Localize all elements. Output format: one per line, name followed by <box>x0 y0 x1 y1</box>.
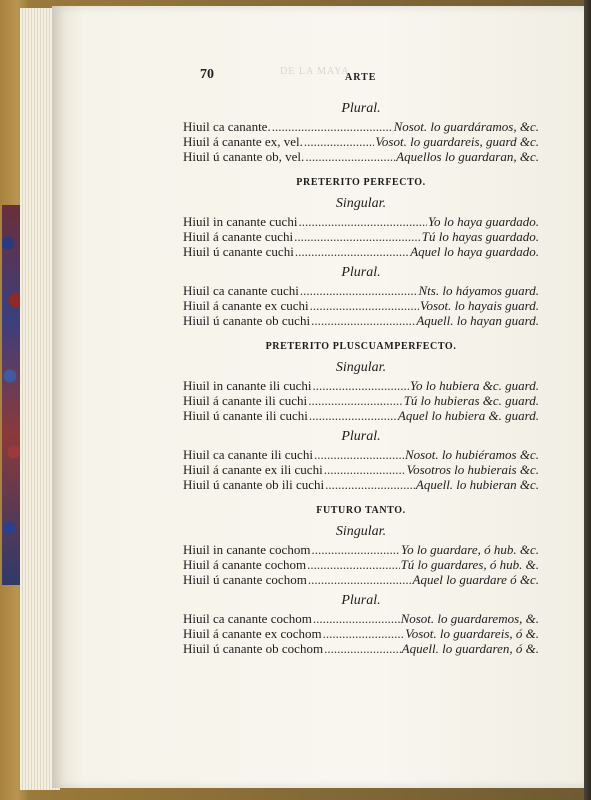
number-subhead: Plural. <box>341 101 381 116</box>
mayan-form: Hiuil á canante cochom <box>183 557 307 572</box>
running-head: ARTE <box>345 72 377 83</box>
spanish-gloss: Nosot. lo guardaremos, &. <box>400 611 539 626</box>
spanish-gloss: Vosot. lo guardareis, ó &. <box>405 626 539 641</box>
dot-leader <box>304 134 375 149</box>
conjugation-line <box>183 283 539 298</box>
spanish-gloss: Yo lo hubiera &c. guard. <box>409 378 539 393</box>
section-title: PRETERITO PLUSCUAMPERFECTO. <box>265 341 457 352</box>
mayan-form: Hiuil ú canante cochom <box>183 572 307 587</box>
spanish-gloss: Aquel lo haya guardado. <box>410 244 539 259</box>
spanish-gloss: Aquell. lo hubieran &c. <box>415 477 539 492</box>
mayan-form: Hiuil á canante ili cuchi <box>183 393 308 408</box>
mayan-form: Hiuil in canante ili cuchi <box>183 378 312 393</box>
dot-leader <box>323 626 405 641</box>
spanish-gloss: Nosot. lo guardáramos, &c. <box>393 119 539 134</box>
mayan-form: Hiuil ú canante ob cochom <box>183 641 324 656</box>
conjugation-line <box>183 298 539 313</box>
spanish-gloss: Aquellos lo guardaran, &c. <box>396 149 539 164</box>
conjugation-line <box>183 572 539 587</box>
dot-leader <box>313 611 400 626</box>
dot-leader <box>308 572 412 587</box>
spanish-gloss: Aquel lo guardare ó &c. <box>412 572 539 587</box>
dot-leader <box>310 298 419 313</box>
dot-leader <box>324 641 401 656</box>
mayan-form: Hiuil ú canante cuchi <box>183 244 294 259</box>
conjugation-line <box>183 229 539 244</box>
mayan-form: Hiuil in canante cochom <box>183 542 311 557</box>
spanish-gloss: Vosot. lo hayais guard. <box>419 298 539 313</box>
spanish-gloss: Tú lo hayas guardado. <box>421 229 539 244</box>
mayan-form: Hiuil in canante cuchi <box>183 214 298 229</box>
number-subhead: Singular. <box>335 360 387 375</box>
dot-leader <box>311 542 400 557</box>
number-subhead: Singular. <box>335 524 387 539</box>
number-subhead: Plural. <box>341 265 381 280</box>
conjugation-line <box>183 119 539 134</box>
conjugation-line <box>183 641 539 656</box>
dot-leader <box>313 378 409 393</box>
conjugation-line <box>183 557 539 572</box>
conjugation-line <box>183 447 539 462</box>
section-title: PRETERITO PERFECTO. <box>296 177 426 188</box>
dot-leader <box>324 462 406 477</box>
mayan-form: Hiuil ú canante ili cuchi <box>183 408 308 423</box>
mayan-form: Hiuil á canante cuchi <box>183 229 294 244</box>
marbled-endpaper <box>2 205 22 585</box>
spanish-gloss: Yo lo guardare, ó hub. &c. <box>401 542 539 557</box>
page-right-shadow <box>584 0 591 800</box>
number-subhead: Plural. <box>341 593 381 608</box>
mayan-form: Hiuil ca canante. <box>183 119 271 134</box>
page-content <box>183 95 539 656</box>
number-subhead: Plural. <box>341 429 381 444</box>
dot-leader <box>325 477 415 492</box>
dot-leader <box>308 393 403 408</box>
number-subhead: Singular. <box>335 196 387 211</box>
spanish-gloss: Nts. lo háyamos guard. <box>418 283 539 298</box>
spanish-gloss: Yo lo haya guardado. <box>428 214 539 229</box>
dot-leader <box>298 214 427 229</box>
show-through-text: DE LA MAYA <box>280 66 350 77</box>
conjugation-line <box>183 611 539 626</box>
spanish-gloss: Aquel lo hubiera &. guard. <box>397 408 539 423</box>
conjugation-line <box>183 542 539 557</box>
spanish-gloss: Aquell. lo guardaren, ó &. <box>401 641 539 656</box>
spanish-gloss: Nosot. lo hubiéramos &c. <box>405 447 539 462</box>
conjugation-line <box>183 149 539 164</box>
conjugation-line <box>183 393 539 408</box>
conjugation-line <box>183 244 539 259</box>
spanish-gloss: Tú lo hubieras &c. guard. <box>403 393 539 408</box>
mayan-form: Hiuil á canante ex cochom <box>183 626 322 641</box>
section-title: FUTURO TANTO. <box>316 505 406 516</box>
mayan-form: Hiuil ca canante cuchi <box>183 283 299 298</box>
mayan-form: Hiuil á canante ex cuchi <box>183 298 309 313</box>
mayan-form: Hiuil á canante ex, vel. <box>183 134 303 149</box>
conjugation-line <box>183 313 539 328</box>
conjugation-line <box>183 408 539 423</box>
mayan-form: Hiuil ú canante ob ili cuchi <box>183 477 325 492</box>
conjugation-line <box>183 477 539 492</box>
spanish-gloss: Vosot. lo guardareis, guard &c. <box>375 134 539 149</box>
spanish-gloss: Vosotros lo hubierais &c. <box>406 462 539 477</box>
spanish-gloss: Tú lo guardares, ó hub. &. <box>400 557 539 572</box>
conjugation-line <box>183 134 539 149</box>
conjugation-line <box>183 214 539 229</box>
dot-leader <box>307 557 399 572</box>
dot-leader <box>300 283 418 298</box>
mayan-form: Hiuil ú canante ob cuchi <box>183 313 311 328</box>
dot-leader <box>305 149 395 164</box>
spanish-gloss: Aquell. lo hayan guard. <box>416 313 539 328</box>
mayan-form: Hiuil ca canante cochom <box>183 611 312 626</box>
dot-leader <box>295 244 409 259</box>
dot-leader <box>272 119 393 134</box>
dot-leader <box>294 229 421 244</box>
dot-leader <box>311 313 415 328</box>
conjugation-line <box>183 626 539 641</box>
conjugation-line <box>183 462 539 477</box>
dot-leader <box>314 447 404 462</box>
mayan-form: Hiuil á canante ex ili cuchi <box>183 462 323 477</box>
mayan-form: Hiuil ú canante ob, vel. <box>183 149 305 164</box>
conjugation-line <box>183 378 539 393</box>
page-number: 70 <box>200 67 214 82</box>
mayan-form: Hiuil ca canante ili cuchi <box>183 447 313 462</box>
dot-leader <box>309 408 397 423</box>
